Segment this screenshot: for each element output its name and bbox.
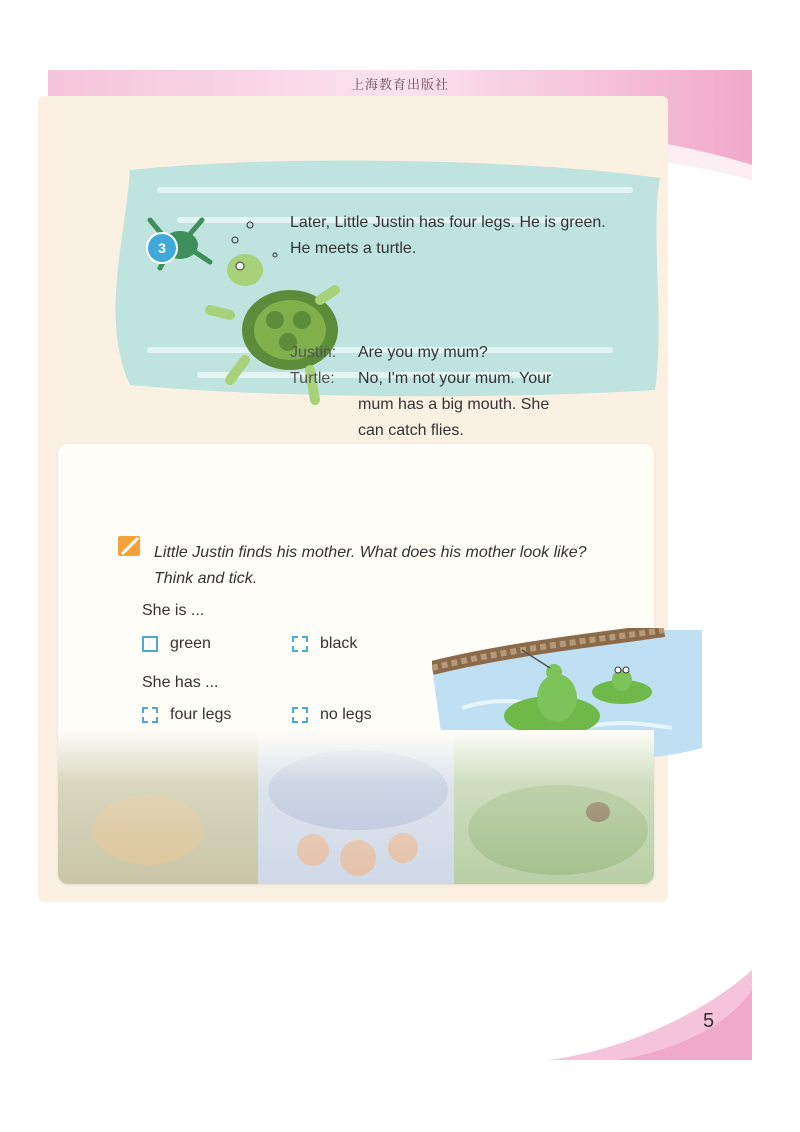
dialog-line: mum has a big mouth. She	[358, 396, 550, 413]
frog-photos	[58, 730, 654, 884]
dialog-row-justin	[290, 340, 608, 366]
checkbox[interactable]	[142, 636, 158, 652]
panel-number-badge: 3	[146, 232, 178, 264]
small-frog-illustration	[612, 667, 632, 691]
task-instruction-line-2: Think and tick.	[154, 570, 258, 587]
dialog	[290, 340, 608, 444]
dialog-line: Are you my mum?	[358, 344, 488, 361]
pink-corner	[508, 970, 752, 1060]
checkbox[interactable]	[142, 707, 158, 723]
checkbox[interactable]	[292, 636, 308, 652]
task-instruction-line-1: Little Justin finds his mother. What does his mother look like?	[154, 544, 587, 561]
she-has-label: She has ...	[142, 674, 219, 691]
option-green[interactable]: green	[142, 635, 211, 653]
dialog-line: No, I'm not your mum. Your	[358, 370, 552, 387]
page-number: 5	[703, 1010, 715, 1032]
dialog-row-turtle	[290, 366, 608, 444]
story-text: Later, Little Justin has four legs. He is green. He meets a turtle.	[290, 214, 606, 257]
checkbox[interactable]	[292, 707, 308, 723]
publisher-name: 上海教育出版社	[350, 78, 449, 93]
speaker-justin: Justin:	[290, 344, 337, 361]
she-is-label: She is ...	[142, 602, 205, 619]
option-four-legs[interactable]: four legs	[142, 706, 231, 724]
task-instruction	[154, 540, 674, 592]
option-black[interactable]: black	[292, 635, 357, 653]
dialog-line: can catch flies.	[358, 422, 464, 439]
option-no-legs[interactable]: no legs	[292, 706, 372, 724]
pencil-icon	[116, 534, 146, 560]
speaker-turtle: Turtle:	[290, 370, 335, 387]
